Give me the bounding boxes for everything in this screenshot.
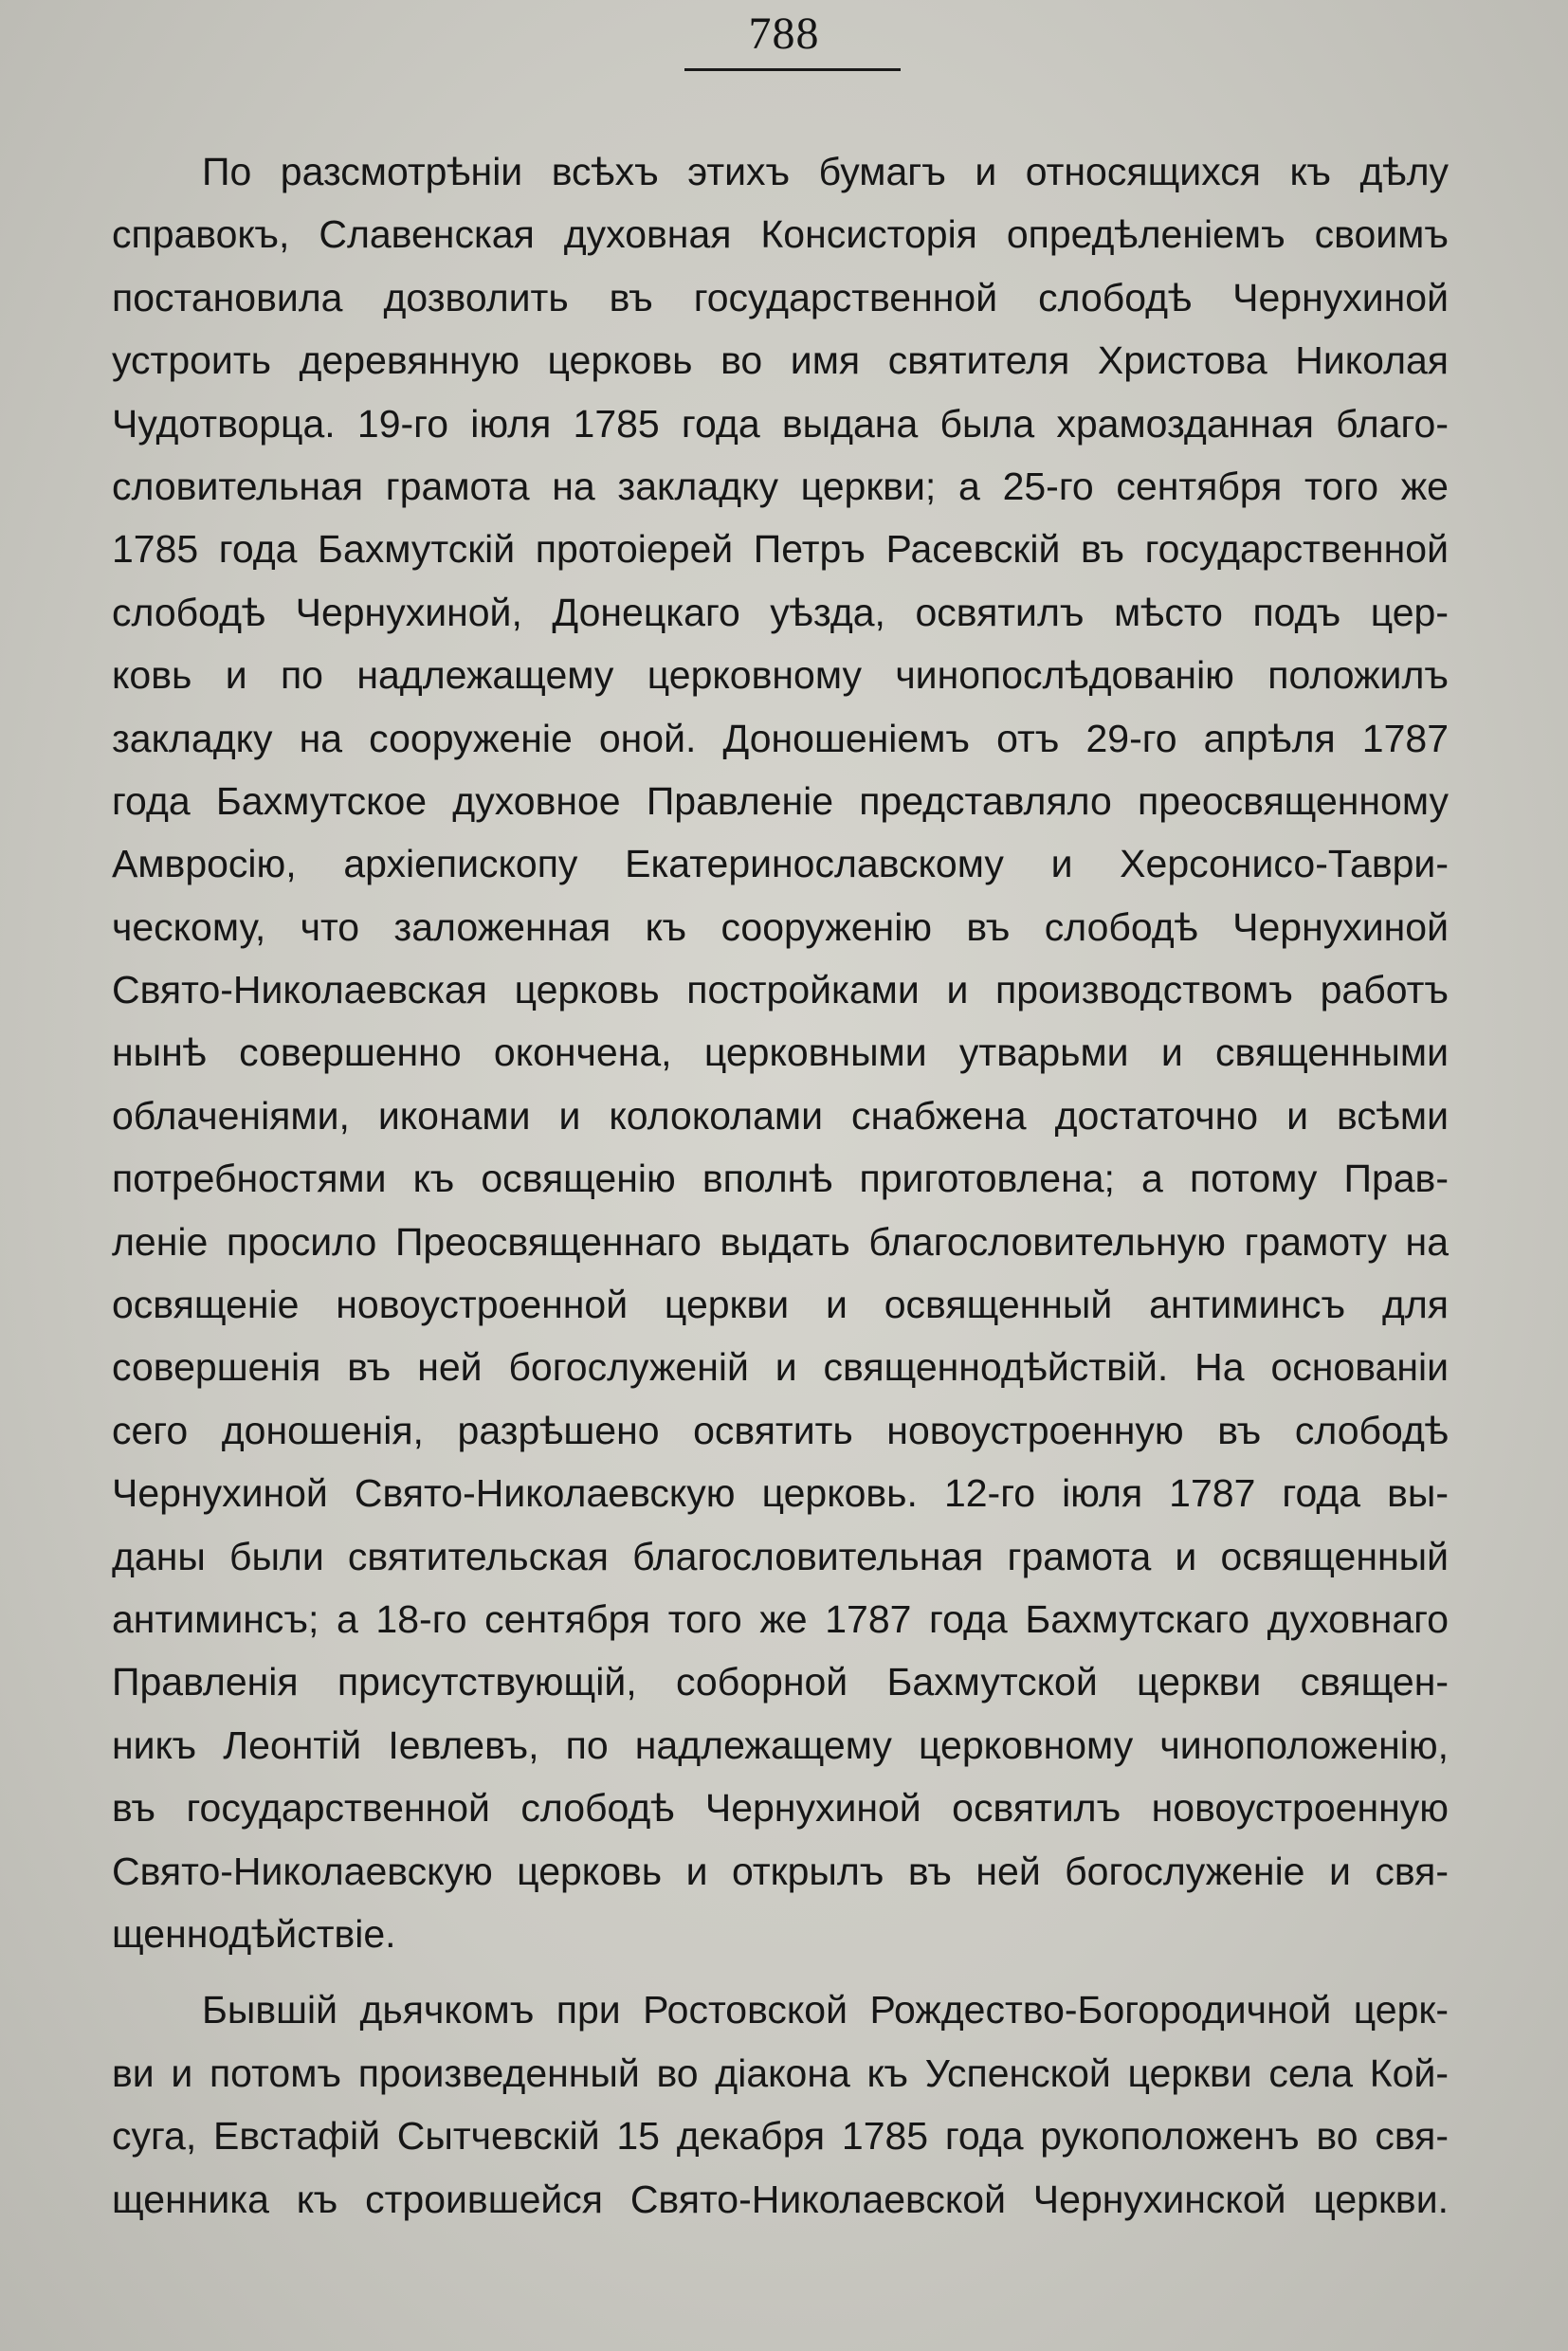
text-line: постановила дозволить въ государственной слободѣ Чернухиной [112,275,1449,319]
body-text [112,140,1449,2231]
text-line: закладку на сооруженіе оной. Доношеніемъ отъ 29-го апрѣля 1787 [112,716,1449,760]
text-line: щенника къ строившейся Свято-Николаевской Чернухинской церкви. [112,2177,1449,2221]
paragraph [112,140,1449,1965]
header-rule [684,68,901,71]
text-line: щеннодѣйствіе. [112,1911,396,1956]
text-line: По разсмотрѣніи всѣхъ этихъ бумагъ и относящихся къ дѣлу [202,150,1449,193]
text-line: 1785 года Бахмутскій протоіерей Петръ Расевскій въ государственной [112,527,1449,572]
text-line: освященіе новоустроенной церкви и освященный антиминсъ для [112,1283,1449,1327]
text-line: совершенія въ ней богослуженій и священнодѣйствій. На основаніи [112,1345,1449,1390]
text-line: ковь и по надлежащему церковному чинопослѣдованію положилъ [112,653,1449,698]
text-line: даны были святительская благословительная грамота и освященный [112,1534,1449,1578]
text-line: облаченіями, иконами и колоколами снабжена достаточно и всѣми [112,1093,1449,1138]
text-line: Чернухиной Свято-Николаевскую церковь. 12-го іюля 1787 года вы- [112,1471,1449,1516]
text-line: устроить деревянную церковь во имя святителя Христова Николая [112,338,1449,383]
text-line: словительная грамота на закладку церкви; а 25-го сентября того же [112,464,1449,508]
page-number: 788 [748,9,820,59]
text-line: Правленія присутствующій, соборной Бахмутской церкви священ- [112,1660,1449,1704]
text-line: Чудотворца. 19-го іюля 1785 года выдана была храмозданная благо- [112,401,1449,446]
text-line: слободѣ Чернухиной, Донецкаго уѣзда, освятилъ мѣсто подъ цер- [112,590,1449,634]
text-line: ви и потомъ произведенный во діакона къ Успенской церкви села Кой- [112,2050,1449,2095]
text-line: ческому, что заложенная къ сооруженію въ слободѣ Чернухиной [112,904,1449,949]
text-line: нынѣ совершенно окончена, церковными утварьми и священными [112,1030,1449,1075]
text-line: суга, Евстафій Сытчевскій 15 декабря 1785 года рукоположенъ во свя- [112,2114,1449,2159]
text-line: никъ Леонтій Іевлевъ, по надлежащему церковному чиноположенію, [112,1722,1449,1767]
text-line: Свято-Николаевскую церковь и открылъ въ ней богослуженіе и свя- [112,1849,1449,1893]
paragraph [112,1978,1449,2231]
text-line: Свято-Николаевская церковь постройками и производствомъ работъ [112,968,1449,1012]
paragraph-gap [112,1965,1449,1978]
text-line: въ государственной слободѣ Чернухиной освятилъ новоустроенную [112,1786,1449,1831]
text-line: потребностями къ освященію вполнѣ приготовлена; а потому Прав- [112,1157,1449,1201]
text-line: Амвросію, архіепископу Екатеринославскому и Херсонисо-Таври- [112,842,1449,886]
text-line: леніе просило Преосвященнаго выдать благословительную грамоту на [112,1219,1449,1264]
text-line: года Бахмутское духовное Правленіе представляло преосвященному [112,778,1449,823]
text-line: Бывшій дьячкомъ при Ростовской Рождество-Богородичной церк- [202,1988,1449,2032]
text-line: антиминсъ; а 18-го сентября того же 1787 года Бахмутскаго духовнаго [112,1596,1449,1641]
text-line: сего доношенія, разрѣшено освятить новоустроенную въ слободѣ [112,1408,1449,1452]
text-line: справокъ, Славенская духовная Консисторія опредѣленіемъ своимъ [112,212,1449,257]
